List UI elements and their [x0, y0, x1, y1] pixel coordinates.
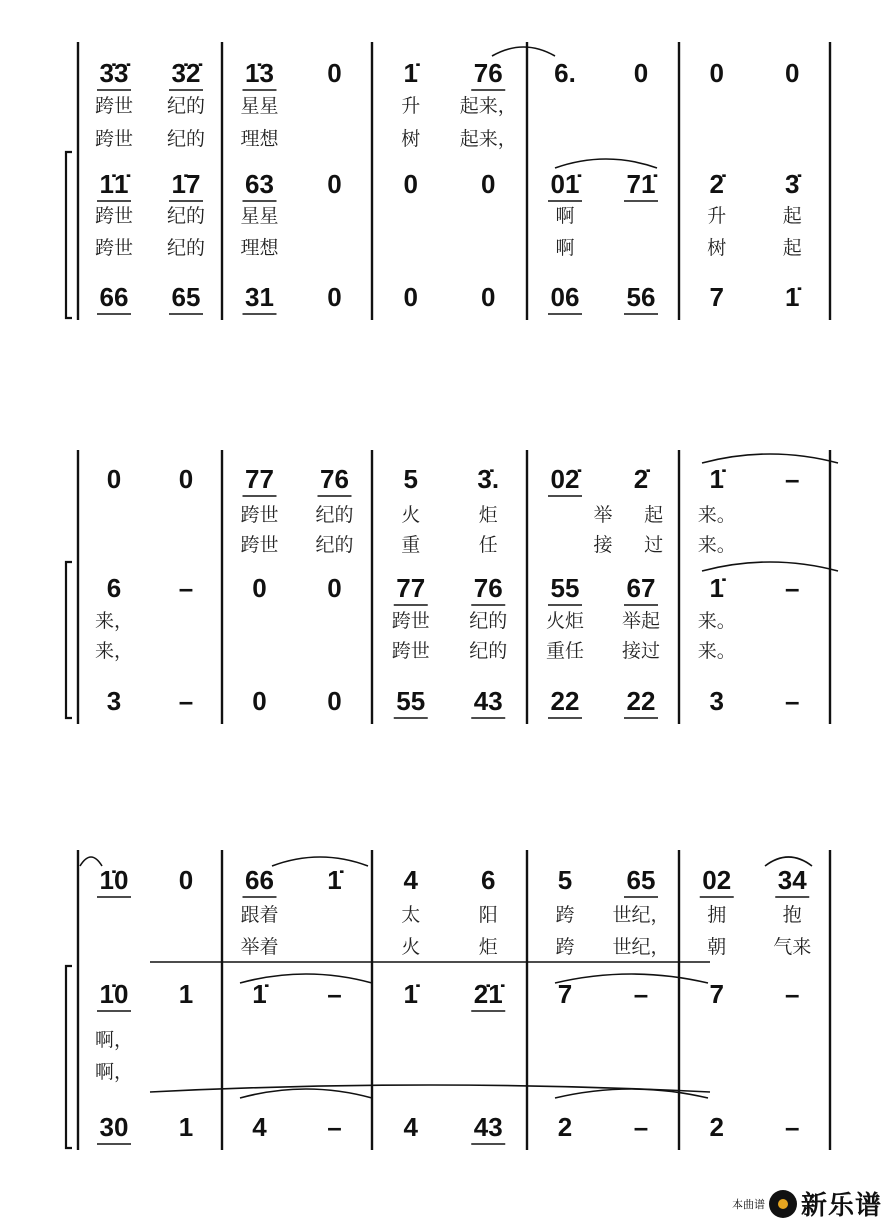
lyric-syllable: 举	[593, 504, 613, 526]
note-group: 01̇	[550, 169, 580, 199]
note-group: 0	[785, 58, 800, 88]
note-group: 0	[709, 58, 724, 88]
note-group: 02̇	[550, 464, 580, 494]
lyric-syllable: 跨	[555, 904, 575, 926]
note-group: –	[633, 979, 649, 1009]
system-3	[66, 850, 830, 1150]
lyric-syllable: 纪的	[166, 95, 206, 117]
note-group: 76	[473, 58, 503, 88]
note-group: 65	[626, 865, 656, 895]
lyric-syllable: 升	[401, 95, 421, 117]
note-group: 3	[106, 686, 122, 716]
note-group: 0	[481, 169, 496, 199]
lyric-syllable: 跨世	[94, 205, 134, 227]
lyric-syllable: 理想	[240, 237, 279, 259]
lyric-syllable: 纪的	[469, 610, 508, 632]
note-group: 02	[702, 865, 732, 895]
note-group: 1̇	[709, 573, 724, 603]
note-group: 6	[481, 865, 496, 895]
note-group: –	[178, 573, 194, 603]
lyric-syllable: 树	[401, 128, 421, 150]
lyric-syllable: 跨世	[391, 610, 430, 632]
note-group: 2	[709, 1112, 724, 1142]
lyric-syllable: 啊，	[94, 1061, 134, 1083]
note-group: 1̇1̇	[99, 169, 129, 199]
lyric-syllable: 跨世	[240, 504, 279, 526]
note-group: 56	[626, 282, 656, 312]
note-group: 1̇	[403, 58, 418, 88]
lyric-syllable: 起	[782, 205, 802, 227]
tie-slur	[555, 159, 657, 168]
lyric-syllable: 来，	[94, 610, 134, 632]
lyric-syllable: 火炬	[545, 610, 585, 632]
tie-slur	[702, 454, 838, 463]
lyric-syllable: 星星	[240, 205, 279, 227]
note-group: –	[178, 686, 194, 716]
note-group: 0	[327, 686, 342, 716]
tie-slur	[272, 857, 368, 866]
note-group: 66	[99, 282, 129, 312]
note-group: 31	[245, 282, 274, 312]
note-group: 0	[327, 282, 342, 312]
lyric-syllable: 世纪，	[612, 904, 670, 926]
lyric-syllable: 起来，	[459, 95, 517, 117]
tie-slur	[555, 974, 708, 983]
lyric-syllable: 太	[401, 904, 421, 926]
note-group: 67	[626, 573, 656, 603]
note-group: 65	[171, 282, 201, 312]
note-group: 1̇7	[171, 169, 201, 199]
lyric-syllable: 接过	[621, 640, 661, 662]
note-group: –	[785, 686, 800, 716]
note-group: –	[785, 573, 800, 603]
note-group: 1̇	[252, 979, 267, 1009]
note-group: 43	[473, 1112, 503, 1142]
note-group: 5	[557, 865, 573, 895]
staff-bracket	[66, 966, 72, 1148]
lyric-syllable: 啊	[555, 237, 575, 259]
staff-bracket	[66, 562, 72, 718]
note-group: –	[327, 1112, 342, 1142]
note-group: 0	[252, 686, 267, 716]
note-group: 3̇2̇	[171, 58, 201, 88]
lyric-syllable: 火	[401, 504, 421, 526]
lyric-syllable: 来。	[697, 534, 736, 556]
note-group: 71̇	[626, 169, 656, 199]
note-group: 7	[709, 282, 724, 312]
lyric-syllable: 纪的	[166, 237, 206, 259]
lyric-syllable: 纪的	[315, 504, 354, 526]
lyric-syllable: 跟着	[240, 904, 279, 926]
system-1	[66, 42, 830, 320]
note-group: 0	[403, 282, 418, 312]
lyric-syllable: 跨世	[94, 237, 134, 259]
note-group: 0	[327, 573, 342, 603]
note-group: 4	[403, 1112, 418, 1142]
lyric-syllable: 来，	[94, 640, 134, 662]
note-group: –	[785, 464, 800, 494]
lyric-syllable: 举起	[621, 610, 661, 632]
lyric-syllable: 火	[401, 936, 421, 958]
note-group: 55	[550, 573, 580, 603]
note-group: 1	[178, 979, 194, 1009]
lyric-syllable: 跨世	[391, 640, 430, 662]
note-group: 1̇	[785, 282, 800, 312]
lyric-syllable: 跨	[555, 936, 575, 958]
note-group: 0	[403, 169, 418, 199]
note-group: 77	[245, 464, 274, 494]
record-disc-icon	[769, 1190, 797, 1218]
lyric-syllable: 起	[782, 237, 802, 259]
lyric-syllable: 来。	[697, 640, 736, 662]
note-group: 34	[777, 865, 807, 895]
lyric-syllable: 纪的	[166, 128, 206, 150]
note-group: 76	[320, 464, 349, 494]
lyric-syllable: 啊	[555, 205, 575, 227]
lyric-syllable: 炬	[478, 504, 498, 526]
note-group: 0	[178, 865, 194, 895]
system-2	[66, 450, 830, 724]
note-group: 7	[557, 979, 573, 1009]
note-group: 6.	[554, 58, 576, 88]
note-group: 1̇	[709, 464, 724, 494]
note-group: 22	[626, 686, 656, 716]
note-group: 2̇	[709, 169, 724, 199]
note-group: 2̇	[633, 464, 649, 494]
lyric-syllable: 气来	[773, 936, 812, 958]
note-group: 77	[396, 573, 426, 603]
note-group: 0	[106, 464, 122, 494]
tie-slur	[492, 47, 555, 56]
note-group: 2̇1̇	[473, 979, 503, 1009]
lyric-syllable: 跨世	[94, 95, 134, 117]
note-group: 1̇3	[245, 58, 274, 88]
note-group: 0	[633, 58, 649, 88]
note-group: 43	[473, 686, 503, 716]
lyric-syllable: 来。	[697, 610, 736, 632]
extender-slur	[150, 1085, 710, 1092]
note-group: 6	[106, 573, 122, 603]
note-group: 1	[178, 1112, 194, 1142]
lyric-syllable: 重	[401, 534, 421, 556]
lyric-syllable: 起来，	[459, 128, 517, 150]
note-group: 1̇	[403, 979, 418, 1009]
watermark	[732, 1185, 882, 1222]
note-group: 22	[550, 686, 580, 716]
note-group: 63	[245, 169, 274, 199]
tie-slur	[702, 562, 838, 571]
lyric-syllable: 啊，	[94, 1029, 134, 1051]
lyric-syllable: 树	[707, 237, 727, 259]
note-group: –	[633, 1112, 649, 1142]
note-group: 3̇.	[477, 464, 500, 494]
note-group: 0	[327, 169, 342, 199]
note-group: 1̇0	[99, 979, 129, 1009]
lyric-syllable: 理想	[240, 128, 279, 150]
note-group: –	[785, 1112, 800, 1142]
note-group: 3̇	[785, 169, 800, 199]
lyric-syllable: 纪的	[469, 640, 508, 662]
lyric-syllable: 拥	[707, 904, 727, 926]
lyric-syllable: 起	[644, 504, 664, 526]
lyric-syllable: 来。	[697, 504, 736, 526]
note-group: 06	[550, 282, 580, 312]
lyric-syllable: 纪的	[166, 205, 206, 227]
note-group: 3̇3̇	[99, 58, 129, 88]
lyric-syllable: 炬	[478, 936, 498, 958]
note-group: 0	[481, 282, 496, 312]
note-group: 2	[557, 1112, 573, 1142]
note-group: 1̇0	[99, 865, 129, 895]
lyric-syllable: 过	[644, 534, 664, 556]
lyric-syllable: 朝	[707, 936, 727, 958]
lyric-syllable: 升	[707, 205, 727, 227]
note-group: –	[327, 979, 342, 1009]
lyric-syllable: 跨世	[94, 128, 134, 150]
note-group: 3	[709, 686, 724, 716]
note-group: 0	[178, 464, 194, 494]
note-group: 66	[245, 865, 274, 895]
watermark-small-text: 本曲谱	[731, 1197, 765, 1211]
note-group: 76	[473, 573, 503, 603]
note-group: 0	[252, 573, 267, 603]
lyric-syllable: 阳	[478, 904, 498, 926]
lyric-syllable: 任	[478, 534, 498, 556]
note-group: 0	[327, 58, 342, 88]
watermark-brand-text: 新乐谱	[800, 1191, 882, 1221]
staff-bracket	[66, 152, 72, 318]
lyric-syllable: 抱	[782, 904, 802, 926]
lyric-syllable: 重任	[545, 640, 585, 662]
lyric-syllable: 纪的	[315, 534, 354, 556]
note-group: 5	[403, 464, 418, 494]
tie-slur	[240, 1089, 372, 1098]
note-group: 4	[403, 865, 418, 895]
lyric-syllable: 举着	[240, 936, 279, 958]
lyric-syllable: 跨世	[240, 534, 279, 556]
note-group: 7	[709, 979, 724, 1009]
note-group: 4	[252, 1112, 267, 1142]
note-group: 1̇	[327, 865, 342, 895]
lyric-syllable: 世纪，	[612, 936, 670, 958]
lyric-syllable: 星星	[240, 95, 279, 117]
lyric-syllable: 接	[593, 534, 613, 556]
note-group: 30	[99, 1112, 129, 1142]
note-group: 55	[396, 686, 426, 716]
note-group: –	[785, 979, 800, 1009]
